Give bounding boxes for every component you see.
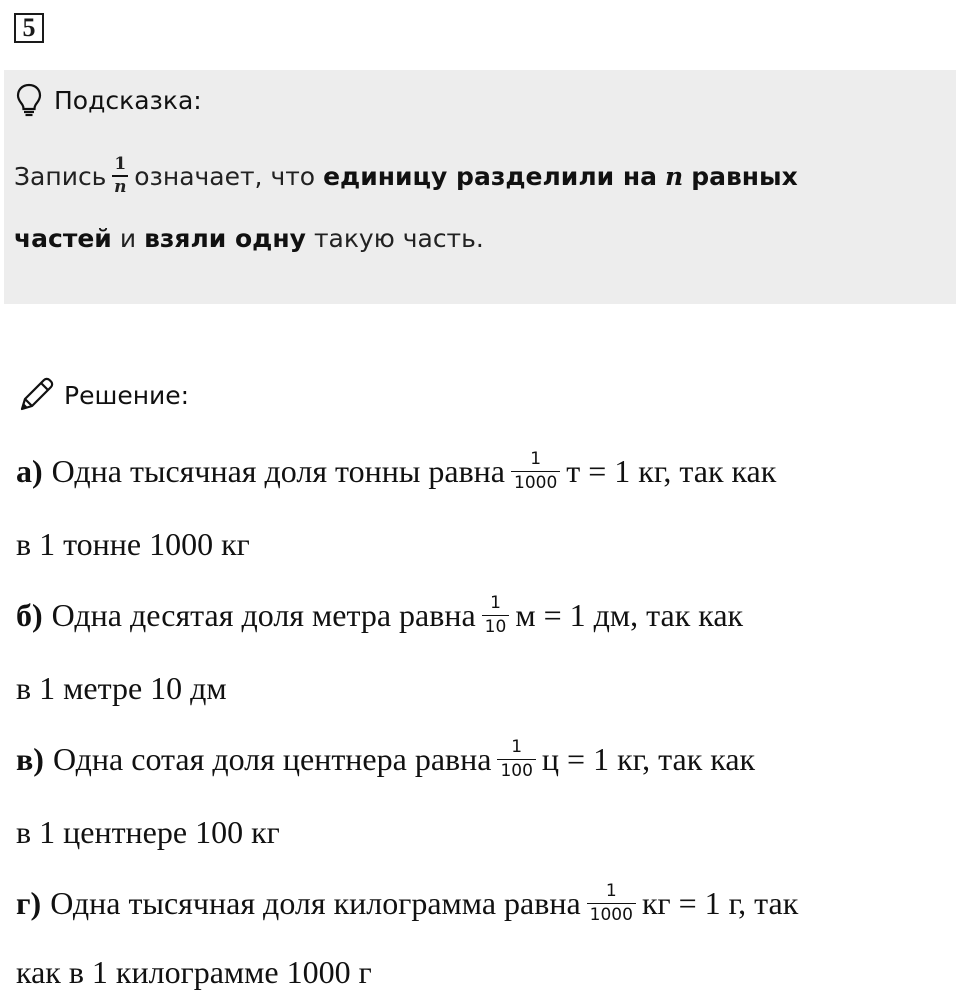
- fraction-numerator: 1: [490, 592, 501, 613]
- item-text: Одна тысячная доля тонны равна: [51, 452, 505, 489]
- hint-title: [14, 78, 202, 122]
- fraction-denominator: 10: [482, 615, 510, 636]
- solution-title: [16, 372, 189, 418]
- item-text: Одна сотая доля центнера равна: [52, 740, 492, 777]
- item-text: в 1 метре 10 дм: [16, 669, 227, 706]
- solution-item-d: [16, 876, 798, 930]
- item-text: в 1 тонне 1000 кг: [16, 525, 250, 562]
- fraction: [482, 592, 510, 637]
- item-text: ц = 1 кг, так как: [541, 740, 756, 777]
- solution-item-b: [16, 588, 743, 642]
- solution-item-a-line-2: [16, 520, 250, 568]
- hint-bold-variable: n: [665, 161, 684, 191]
- hint-line-1: [14, 148, 798, 204]
- item-text: Одна десятая доля метра равна: [51, 596, 476, 633]
- solution-item-c-line-2: [16, 808, 280, 856]
- solution-item-c: [16, 732, 755, 786]
- fraction-denominator: 100: [497, 759, 535, 780]
- hint-fraction: [112, 156, 128, 196]
- task-number-badge: 5: [14, 13, 44, 43]
- fraction-numerator: 1: [511, 736, 523, 757]
- solution-item-d-line-2: [16, 948, 372, 996]
- hint-text: Запись: [14, 161, 107, 191]
- hint-fraction-denominator: n: [114, 177, 127, 197]
- pencil-icon: [16, 375, 56, 415]
- hint-title-text: Подсказка:: [54, 85, 202, 115]
- hint-fraction-numerator: 1: [112, 156, 128, 177]
- solution-item-a: [16, 444, 776, 498]
- hint-text: означает, что: [134, 161, 316, 191]
- hint-line-2: [14, 216, 484, 260]
- hint-bold-text: равных: [691, 161, 798, 191]
- item-text: кг = 1 г, так: [641, 884, 799, 921]
- hint-bold-text: взяли одну: [144, 223, 306, 253]
- item-label: г): [16, 884, 42, 921]
- fraction-denominator: 1000: [587, 903, 636, 924]
- solution-title-text: Решение:: [64, 380, 190, 410]
- fraction: [497, 736, 535, 781]
- item-text: как в 1 килограмме 1000 г: [16, 953, 372, 990]
- lightbulb-icon: [14, 82, 44, 118]
- item-text: м = 1 дм, так как: [515, 596, 744, 633]
- item-text: т = 1 кг, так как: [566, 452, 777, 489]
- fraction-denominator: 1000: [511, 471, 560, 492]
- item-text: в 1 центнере 100 кг: [16, 813, 280, 850]
- fraction: [587, 880, 636, 925]
- hint-bold-text: единицу разделили на: [323, 161, 658, 191]
- hint-bold-text: частей: [14, 223, 112, 253]
- item-label: б): [16, 596, 43, 633]
- fraction-numerator: 1: [530, 448, 542, 469]
- hint-text: такую часть.: [313, 223, 484, 253]
- item-label: в): [16, 740, 44, 777]
- item-label: а): [16, 452, 43, 489]
- item-text: Одна тысячная доля килограмма равна: [50, 884, 581, 921]
- solution-item-b-line-2: [16, 664, 227, 712]
- fraction-numerator: 1: [605, 880, 617, 901]
- hint-text: и: [119, 223, 137, 253]
- fraction: [511, 448, 560, 493]
